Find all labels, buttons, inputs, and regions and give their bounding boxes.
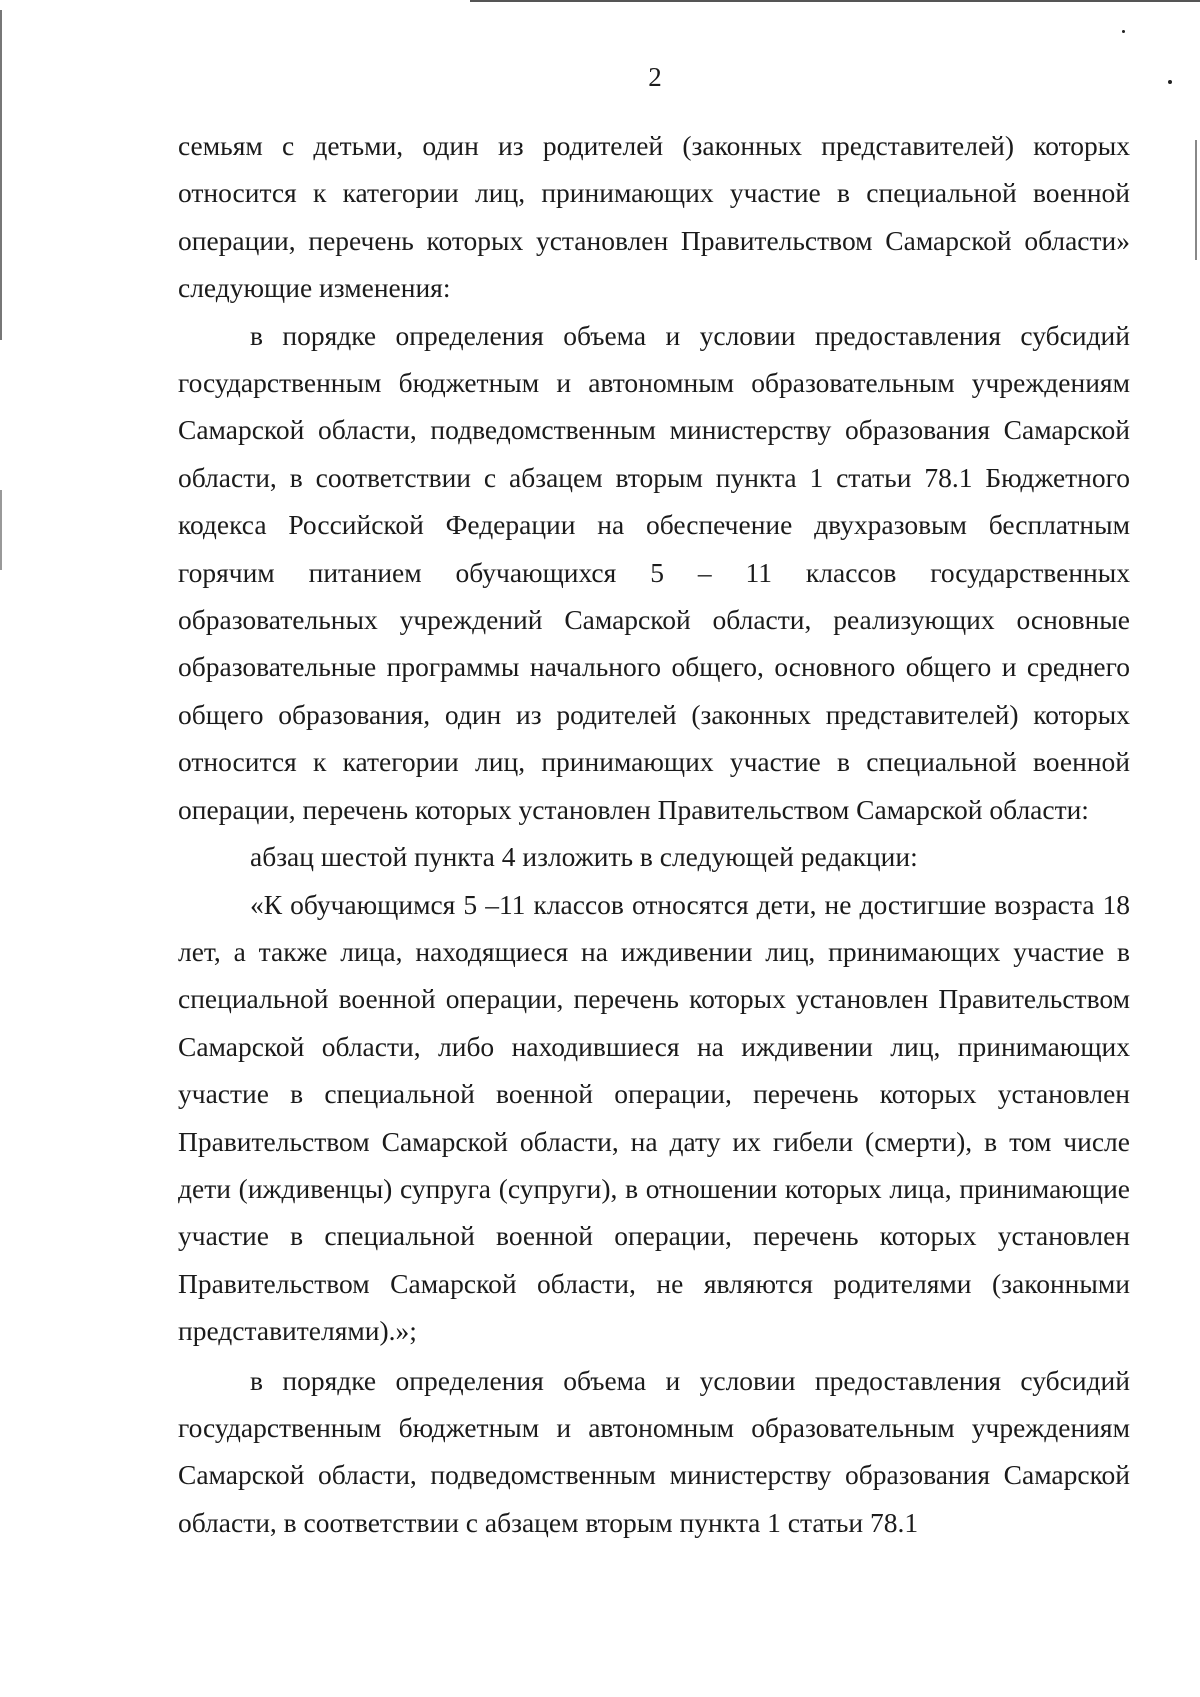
scan-edge-left [0, 10, 2, 340]
document-body [178, 122, 1130, 1546]
scan-edge-left-lower [0, 490, 2, 570]
paragraph: семьям с детьми, один из родителей (законных представителей) которых относится к категории лиц, принимающих участие в специальной военной операции, перечень которых установлен Правительством Самарской области» следующие изменения: [178, 130, 1130, 304]
page-number: 2 [648, 62, 662, 92]
paragraph: «К обучающимся 5 –11 классов относятся дети, не достигшие возраста 18 лет, а также лица, находящиеся на иждивении лиц, принимающих участие в специальной военной операции, перечень которых установлен Правительством Самарской области, либо находившиеся на иждивении лиц, принимающих участие в специальной военной операции, перечень которых установлен Правительством Самарской области, на дату их гибели (смерти), в том числе дети (иждивенцы) супруга (супруги), в отношении которых лица, принимающие участие в специальной военной операции, перечень которых установлен Правительством Самарской области, не являются родителями (законными представителями).»; [178, 888, 1130, 1347]
scan-edge-right [1195, 140, 1197, 260]
paragraph: в порядке определения объема и условии предоставления субсидий государственным бюджетным и автономным образовательным учреждениям Самарской области, подведомственным министерству образования Самарской области, в соответствии с абзацем вторым пункта 1 статьи 78.1 [178, 1364, 1130, 1538]
paragraph: в порядке определения объема и условии предоставления субсидий государственным бюджетным и автономным образовательным учреждениям Самарской области, подведомственным министерству образования Самарской области, в соответствии с абзацем вторым пункта 1 статьи 78.1 Бюджетного кодекса Российской Федерации на обеспечение двухразовым бесплатным горячим питанием обучающихся 5 – 11 классов государственных образовательных учреждений Самарской области, реализующих основные образовательные программы начального общего, основного общего и среднего общего образования, один из родителей (законных представителей) которых относится к категории лиц, принимающих участие в специальной военной операции, перечень которых установлен Правительством Самарской области: [178, 319, 1130, 825]
scan-edge-top [470, 0, 1200, 2]
paragraph: абзац шестой пункта 4 изложить в следующей редакции: [250, 841, 918, 873]
scan-speck [1122, 30, 1125, 33]
